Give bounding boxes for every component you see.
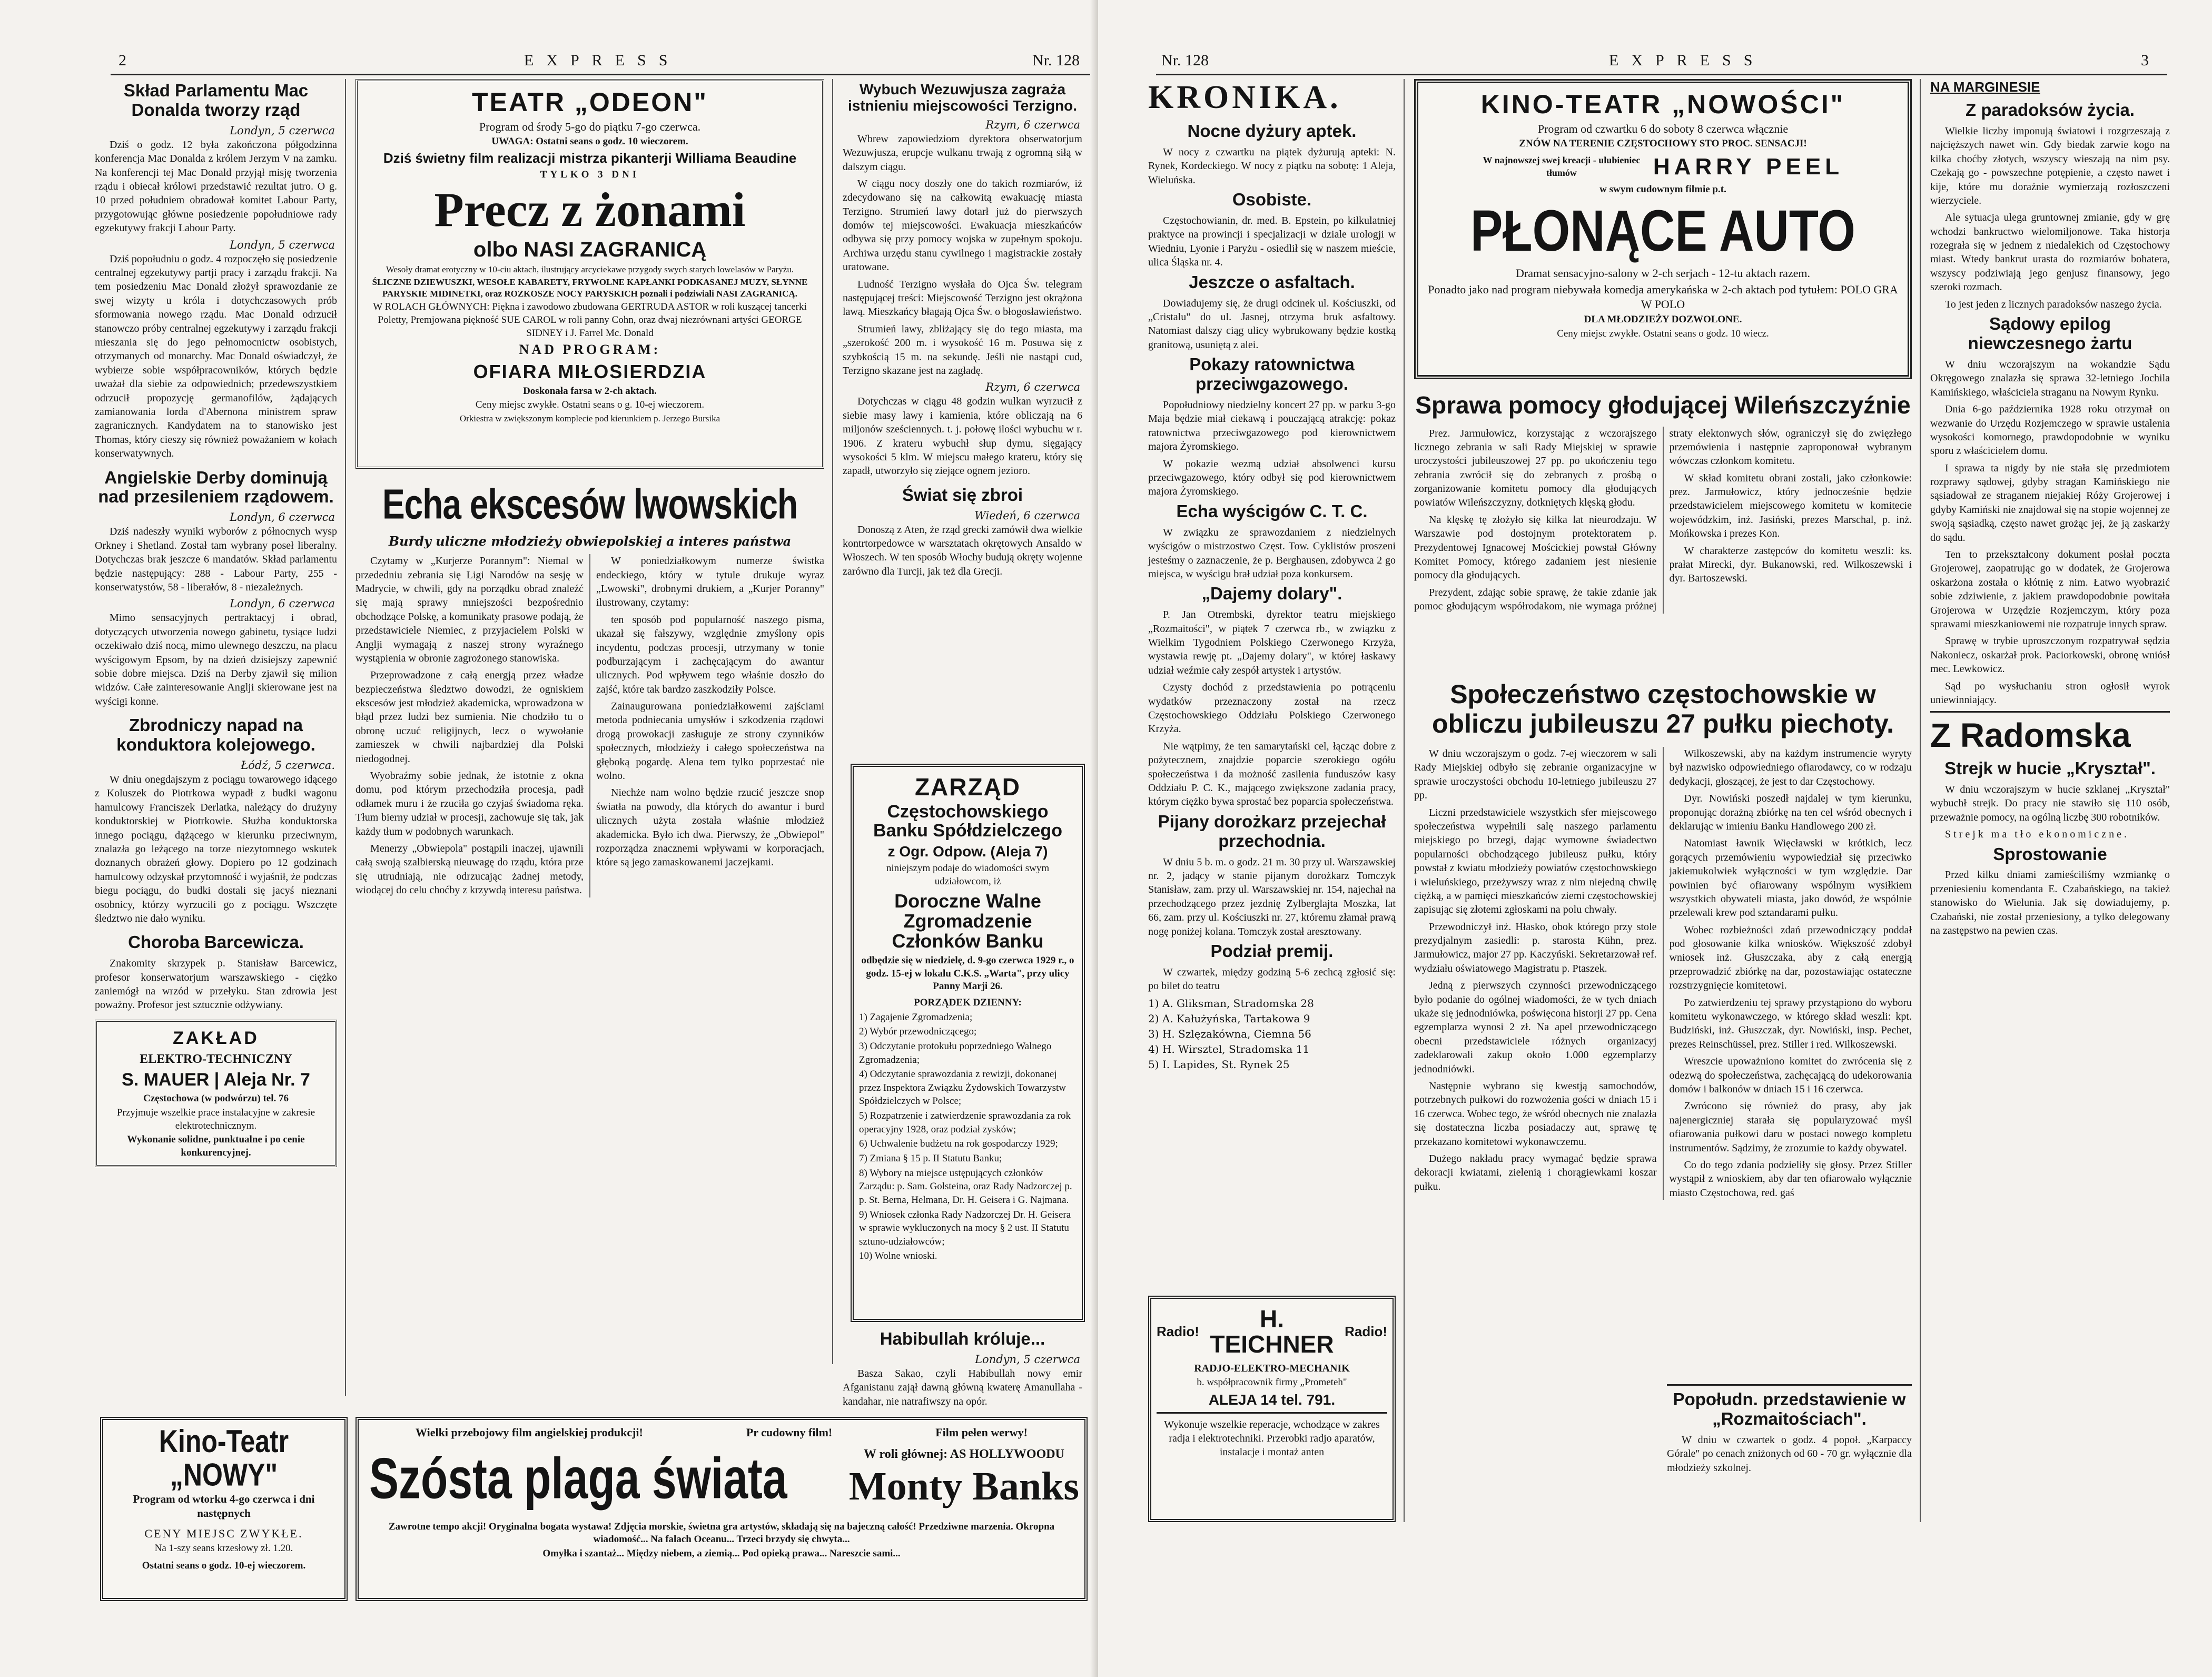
headline: „Dajemy dolary". [1201,584,1342,604]
paragraph: Menerzy „Obwiepola" postąpili inaczej, ujawnili całą swoją szalbierską nieuwagę do rządu, która prze się utrudniają, nie odrzucając żadnej metody, wiodącej do celu choćby z krzywdą interesu państwa. [355,843,584,896]
headline: Habibullah króluje... [880,1329,1045,1348]
paragraph: W ciągu nocy doszły one do takich rozmiarów, iż zdecydowano się na całkowitą ewakuację miasta Terzigno. Strumień lawy dotarł już do pierwszych domów tej miejscowości. Ewakuacja mieszkańców odbywa się przy pomocy wojska w zupełnym spokoju. Archiwa urzędu stanu cywilnego i magistrackie zostały uratowane. [843,177,1082,273]
ad-line: Doskonała farsa w 2-ch aktach. [523,385,657,397]
paragraph: W dniu onegdajszym z pociągu towarowego idącego z Koluszek do Piotrkowa wypadł z budki wagonu hamulcowy Franciszek Derlatka, należący do drużyny konduktorskiej w Piotrkowie. Służba konduktorska innego pociągu, dążącego w kierunku przeciwnym, znalazła go leżącego na torze niezytomnego wskutek doznanych obrażeń głowy. Dopiero po 12 godzinach hamulcowy odzyskał przytomność i wyjaśnił, że podczas biegu pociągu, do budki dostali się jacyś nieznani osobnicy, którzy wyrzucili go z pociągu. Wszczęte śledztwo nie dało wyniku. [95,774,337,924]
paragraph: W dniu 5 b. m. o godz. 21 m. 30 przy ul. Warszawskiej nr. 2, jadący w stanie pijanym dorożkarz Tomczyk Stanisław, zam. przy ul. Warszawskiej nr. 154, najechał na przechodzącego przez jezdnię Zylberglajta Moszka, lat 66, zam. przy ul. Kościuszki nr. 27, któremu złamał prawą nogę poniżej kolana. Tomczyk został aresztowany. [1148,856,1396,938]
ad-title: H. TEICHNER [1210,1305,1334,1358]
paragraph: Ale sytuacja ulega gruntownej zmianie, gdy w grę wchodzi bankructwo wielomiljonowe. Taka historja rozegrała się w jednem z niedalekich od Częstochowy miast. Wtedy bankrut urasta do rozmiarów bohatera, wszyscy podziwiają jego genjusz finansowy, jego szeroki rozmach. [1930,212,2170,293]
ad-line: Zawrotne tempo akcji! Oryginalna bogata wystawa! Zdjęcia morskie, świetna gra artystów, składają się na bajeczną całość! Przedziwne marzenia. Okropna wiadomość... Na falach Oceanu... Trzeci brzydy się chwyta... [388,1521,1055,1545]
ad-line: W roli głównej: AS HOLLYWOODU [863,1447,1064,1462]
article-napad [95,716,337,925]
section-title: KRONIKA. [1148,80,1341,115]
agenda-item: 1) Zagajenie Zgromadzenia; [859,1011,973,1023]
ad-line: OFIARA MIŁOSIERDZIA [473,361,707,382]
agenda-list [859,1011,1077,1264]
agenda-item: 5) Rozpatrzenie i zatwierdzenie sprawozdania za rok operacyjny 1928, oraz podział zysków; [859,1110,1071,1135]
dateline: Wiedeń, 6 czerwca [974,509,1080,522]
paragraph: Na klęskę tę złożyło się kilka lat nieurodzaju. W Warszawie pod dostojnym protektoratem p. Prezydentowej Ignacowej Mościckiej powstał Główny Komitet Pomocy, którego zadaniem jest niesienie pomocy dla głodujących. [1414,514,1657,581]
ad-line: S. MAUER | Aleja Nr. 7 [122,1069,310,1090]
ad-line: Film pełen werwy! [935,1426,1028,1439]
headline: Jeszcze o asfaltach. [1189,272,1355,292]
paragraph: W skład komitetu obrani zostali, jako członkowie: prez. Jarmułowicz, który jednocześnie będzie przedstawicielem miejscowego komitetu w komitecie wojewódzkim, inż. Jasiński, prezes Marschal, p. inż. Mońkowska i prezes Kon. [1669,472,1912,540]
headline: Wybuch Wezuwjusza zagraża istnieniu miejscowości Terzigno. [847,81,1078,114]
ad-kino-nowy [100,1417,348,1601]
agenda-item: 4) Odczytanie sprawozdania z rewizji, dokonanej przez Inspektora Związku Żydowskich Towarzystw Spółdzielczych w Polsce; [859,1069,1066,1107]
article-rozmaitosci [1667,1380,1912,1527]
column-rule [1404,79,1405,1522]
ad-line: b. współpracownik firmy „Prometeh" [1197,1376,1347,1388]
paragraph: W dniu wczorajszym o godz. 7-ej wieczorem w sali Rady Miejskiej odbyło się zebranie organizacyjne w sprawie uroczystości obchodu 10-letniego jubileuszu 27 pp. [1414,748,1657,802]
paragraph: Basza Sakao, czyli Habibullah nowy emir Afganistanu zajął dawną główną kwaterę Amanullaha - kandahar, nie natrafiwszy na opór. [843,1367,1082,1407]
ad-star-name: HARRY PEEL [1653,153,1844,180]
ad-line: Przyjmuje wszelkie prace instalacyjne w zakresie elektrotechnicznym. [116,1107,315,1131]
paragraph: Następnie wybrano się kwestją samochodów, potrzebnych pułkowi do rozwożenia gości w dniach 15 i 16 czerwca. Wobec tego, że wśród obecnych nie znalazła się dostateczna liczba posiadaczy aut, sprawę tę przekazano komitetowi wykonawczemu. [1414,1080,1657,1148]
subheadline: Burdy uliczne młodzieży obwiepolskiej a interes państwa [388,534,792,549]
ad-line: PORZĄDEK DZIENNY: [914,997,1022,1008]
ad-big-title: PŁONĄCE AUTO [1470,199,1855,263]
section-title: Z Radomska [1930,716,2131,755]
left-page [0,0,1098,1677]
ad-line: ELEKTRO-TECHNICZNY [140,1052,292,1066]
ad-star-row [1424,152,1902,182]
article-habibullah [843,1327,1082,1407]
headline: Podział premij. [1210,941,1334,961]
dateline: Rzym, 6 czerwca [985,118,1080,131]
ad-big-title: Szósta plaga świata [369,1446,787,1511]
article-lwow [355,474,824,1364]
divider [1667,1384,1912,1386]
ad-line: niniejszym podaje do wiadomości swym udziałowcom, iż [886,863,1050,887]
paragraph: Przeprowadzone z całą energją przez władze bezpieczeństwa śledztwo dowodzi, że ogniskiem ekscesów jest młodzież akademicka, wprowadzona w błąd przez ludzi bez sumienia. Nie chodziło tu o obronę uczuć religijnych, lecz o wywołanie zamieszek w chwili najbardziej dla Polski niedogodnej. [355,669,584,765]
agenda-item: 3) Odczytanie protokułu poprzedniego Walnego Zgromadzenia; [859,1040,1052,1066]
headline: Osobiste. [1232,190,1312,210]
dateline: Londyn, 6 czerwca [230,511,335,524]
agenda-item: 7) Zmiana § 15 p. II Statutu Banku; [859,1152,1002,1164]
headline: Sprostowanie [1993,844,2107,864]
paragraph: Jedną z pierwszych czynności przewodniczącego było podanie do ogólnej wiadomości, że w tych dniach ukaże się jednodniówka, poświęcona historji 27 pp. Cena egzemplarza wynosi 2 zł. Na apel przewodniczącego obecni przedstawiciele różnych organizacyj zadeklarowali zakup około 1.000 egzemplarzy jednodniówki. [1414,980,1657,1075]
ad-teatr-odeon [355,79,824,469]
dateline: Londyn, 5 czerwca [230,238,335,251]
headline: Świat się zbroi [902,485,1023,505]
ad-line: UWAGA: Ostatni seans o godz. 10 wieczorem. [491,136,688,147]
paragraph: W dniu w czwartek o godz. 4 popoł. „Karpaccy Górale" po cenach zniżonych od 60 - 70 gr. wyłącznie dla młodzieży szkolnej. [1667,1434,1912,1474]
left-column-1 [95,79,337,1401]
ad-line: NAD PROGRAM: [519,342,661,358]
ad-line: Wielki przebojowy film angielskiej produkcji! [416,1426,643,1439]
issue-number: Nr. 128 [1161,52,1209,69]
paragraph: Donoszą z Aten, że rząd grecki zamówił dwa wielkie kontrtorpedowce w warsztatach okrętowych Ansaldo w Włoszech. W ten sposób Włochy budują okręty wojenne zarówno dla Turcji, jak też dla Grecji. [843,524,1082,577]
article-body [1414,747,1912,1200]
paragraph: I sprawa ta nigdy by nie stała się przedmiotem rozprawy sądowej, gdyby stragan Kamińskiego nie sąsiadował ze straganem niejakiej Róży Grojerowej i gdyby Kamiński nie znajdował się na stopie wojennej ze swoją sąsiadką, często nawet grożąc jej, że ją zaskarży do sądu. [1930,462,2170,544]
ad-line: ZAKŁAD [173,1028,259,1048]
ad-line: z Ogr. Odpow. (Aleja 7) [887,843,1048,860]
paragraph: W poniedziałkowym numerze świstka endeckiego, który w tytule drukuje wyraz „Lwowski", drobnymi drukiem, a „Kurjer Poranny" ilustrowany, czytamy: [596,555,824,609]
ad-subtitle: olbo NASI ZAGRANICĄ [473,238,707,261]
paragraph: Wilkoszewski, aby na każdym instrumencie wyryty był nazwisko odpowiedniego ofiarodawcy, co w rodzaju dedykacji, głoszącej, że jest to dar Częstochowy. [1669,748,1912,787]
ad-line: Wesoły dramat erotyczny w 10-ciu aktach, ilustrujący arcyciekawe przygody swych starych lowelasów w Paryżu. [386,264,794,274]
ad-line: Częstochowa (w podwórzu) tel. 76 [143,1093,289,1104]
prize-item: 5) I. Lapides, St. Rynek 25 [1148,1058,1290,1071]
column-rule [345,79,346,1396]
paragraph: W czwartek, między godziną 5-6 zechcą zgłosić się: po bilet do teatru [1148,966,1396,992]
paragraph: ten sposób pod popularność naszego pisma, ukazał się fałszywy, względnie zmyślony opis incydentu, podczas procesji, utrzymany w tonie podburzającym i zachęcającym do awantur ulicznych. Pod wpływem tego właśnie doszło do zajść, które tak bardzo zaszkodziły Polsce. [596,614,824,695]
headline: Sprawa pomocy głodującej Wileńszczyźnie [1415,391,1911,419]
right-page-header [1161,52,2162,73]
ad-kino-nowosci [1414,79,1912,379]
headline: Pijany dorożkarz przejechał przechodnia. [1158,811,1386,851]
paragraph: Sąd po wysłuchaniu stron ogłosił wyrok uniewinniający. [1930,680,2170,706]
prize-item: 3) H. Szlęzakówna, Ciemna 56 [1148,1027,1311,1040]
dateline: Rzym, 6 czerwca [985,381,1080,394]
ad-line: ALEJA 14 tel. 791. [1208,1392,1336,1408]
paragraph: Co do tego zdania podzieliły się głosy. Przez Stiller wystąpił z wnioskiem, aby dar ten ofiarowało wyłącznie miasto Częstochowa, red. gaś [1669,1159,1912,1199]
ad-line: W ROLACH GŁÓWNYCH: Piękna i zawodowo zbudowana GERTRUDA ASTOR w roli kuszącej tancerki Poletty, Premjowana piękność SUE CAROL w roli panny Cohn, oraz dwaj niezrównani artyści GEORGE SIDNEY i J. Farrel Mc. Donald [373,301,807,339]
headline: Angielskie Derby dominują nad przesileniem rządowem. [98,467,334,507]
section-title: NA MARGINESIE [1930,79,2040,95]
article-swiat-sie-zbroi [843,486,1082,579]
left-page-header [118,52,1093,73]
ad-line: Ostatni seans o godz. 10-ej wieczorem. [142,1560,306,1571]
page-number: 2 [118,52,126,69]
prize-item: 4) H. Wirsztel, Stradomska 11 [1148,1042,1310,1055]
right-column-kronika [1148,79,1396,1285]
paragraph: Mimo sensacyjnych pertraktacyj i obrad, dotyczących utworzenia nowego gabinetu, tysiące ludzi oczekiwało dziś nocą, mimo ulewnego deszczu, na placu wyścigowym Epsom, by na dzień dzisiejszy zapewnić sobie dobre miejsca. Dziś na Derby zjawił się milion widzów. Całe zainteresowanie Anglji skierowane jest na wyścigi konne. [95,612,337,707]
left-column-4 [843,79,1082,758]
headline: Z paradoksów życia. [1966,100,2135,120]
paragraph: Sprawę w trybie uproszczonym rozpatrywał sędzia Nakoniecz, oskarżał prok. Paciorkowski, obronę wniósł mec. Lewkowicz. [1930,635,2170,675]
article-wezuwjusz [843,81,1082,478]
ad-line: Program od wtorku 4-go czerwca i dni następnych [133,1493,315,1520]
ad-line: Program od środy 5-go do piątku 7-go czerwca. [479,120,701,133]
ad-top-row [364,1424,1079,1442]
ad-line: TYLKO 3 DNI [540,169,640,180]
paragraph: Czytamy w „Kurjerze Porannym": Niemal w przededniu zebrania się Ligi Narodów na sesję w Madrycie, w chwili, gdy na porządku obrad znaleźć się mają sprawy mniejszości bezpośrednio obchodzące Polskę, a komunikaty prasowe podają, że przedstawiciele Niemiec, z przyjacielem Polski w Anglji wymagają z naszej strony wyraźnego wystąpienia w obronie zagrożonego stanowiska. [355,555,584,664]
paragraph: Dziś popołudniu o godz. 4 rozpoczęło się posiedzenie centralnej egzekutywy partji pracy i zarządu frakcji. Na tem posiedzeniu Mac Donald złożył sprawozdanie ze swej wizyty u króla i dotychczasowych prób sformowania nowego rządu. Mac Donald odrzucił stanowczo próby centralnej egzekutywy i zarządu frakcji mieszania się do jego pełnomocnictw osobistych, otrzymanych od monarchy. Mac Donald oświadczył, że wybierze sobie współpracowników, których będzie uważał dla siebie za odpowiednich; przedewszystkiem odrzucił propozycję germanofilów, żądających zamianowania lorda d'Abernona ministrem spraw zagranicznych. Kandydatem na to stanowisko jest Thomas, który cieszy się również poważaniem w kołach konserwatywnych. [95,253,337,460]
paragraph: Wyobraźmy sobie jednak, że istotnie z okna domu, pod którym przechodziła procesja, padł odłamek muru i że rzuciła go czyjaś świadoma ręka. Tłum bierny udział w procesji, zachowuje się tak, jak każdy tłum w podobnych warunkach. [355,770,584,837]
headline: Choroba Barcewicza. [128,932,304,952]
paragraph: W pokazie wezmą udział absolwenci kursu przeciwgazowego, który odbył się pod kierownictwem majora Żyromskiego. [1148,458,1396,498]
ad-line: Ceny miejsc zwykłe. Ostatni seans o godz. 10 wiecz. [1557,328,1769,339]
masthead: EXPRESS [524,52,680,69]
paragraph: Ludność Terzigno wysłała do Ojca Św. telegram następującej treści: Miejscowość Terzigno jest okrążona lawą. Mieszkańcy błagają Ojca Św. o błogosławieństwo. [843,278,1082,318]
ad-line: Ceny miejsc zwykłe. Ostatni seans o g. 10-ej wieczorem. [475,399,705,411]
ad-bank-spoldzielczy [851,764,1085,1322]
ad-line: DLA MŁODZIEŻY DOZWOLONE. [1584,314,1742,325]
ad-line: Program od czwartku 6 do soboty 8 czerwca włącznie [1537,122,1789,135]
article-jubileusz [1414,674,1912,1375]
headline: Społeczeństwo częstochowskie w obliczu jubileuszu 27 pułku piechoty. [1432,679,1894,738]
paragraph: Niechże nam wolno będzie rzucić jeszcze snop światła na powody, dla których do awantur i burd ulicznych użyta została właśnie młodzież akademicka. Było ich dwa. Pierwszy, że „Obwiepol" rozporządza znacznemi wpływami w korporacjach, które są jego zamaskowanemi jaczejkami. [596,787,824,869]
ad-line: ŚLICZNE DZIEWUSZKI, WESOŁE KABARETY, FRYWOLNE KAPŁANKI PODKASANEJ MUZY, SŁYNNE PARYSKIE MIDINETKI, oraz ROZKOSZE NOCY PARYSKICH poznali i podziwiali NASI ZAGRANICĄ. [372,277,808,299]
ad-line: Ponadto jako nad program niebywała komedja amerykańska w 2-ch aktach pod tytułem: POLO GRA W POLO [1428,282,1898,311]
paragraph: Zainaugurowana poniedziałkowemi zajściami metoda podniecania umysłów i szkodzenia rządowi drogą prowokacji zasługuje ze strony czynników społecznych, młodzieży i całego społeczeństwa na głęboką pogardę. Alena tem tylko poprzestać nie wolno. [596,701,824,782]
agenda-item: 8) Wybory na miejsce ustępujących członków Zarządu: p. Sam. Golsteina, oraz Rady Nadzorczej p. p. St. Berna, Helmana, Dr. H. Geisera i G. Najmana. [859,1167,1072,1206]
paragraph: Prez. Jarmułowicz, korzystając z wczorajszego licznego zebrania w sali Rady Miejskiej w sprawie uroczystości jubileuszowej 27 pp. po ukończeniu tego zebrania zwrócił się do zebranych z prośbą o zorganizowanie komitetu pomocy dla głodujących powiatów Wileńszczyzny, dotkniętych klęską głodu. [1414,427,1657,509]
ad-star-block [849,1445,1079,1511]
ad-line: CENY MIEJSC ZWYKŁE. [144,1526,303,1540]
dateline: Londyn, 5 czerwca [975,1353,1080,1366]
paragraph: Strumień lawy, zbliżający się do tego miasta, ma „szerokość 200 m. i wysokość 16 m. Posuwa się z szybkością 15 m. na sekundę. Jeśli nie nastąpi cud, Terzigno skazane jest na zagładę. [843,323,1082,377]
paragraph: W charakterze zastępców do komitetu weszli: ks. prałat Mirecki, dyr. Bukanowski, red. Wilkoszewski i dyr. Bartoszewski. [1669,545,1912,585]
page-number: 3 [2141,52,2149,69]
headline: Popołudn. przedstawienie w „Rozmaitościach". [1673,1389,1906,1428]
divider [1157,1412,1387,1414]
ad-szosta-plaga [355,1417,1088,1601]
right-page [1098,0,2212,1677]
paragraph: Dziś o godz. 12 była zakończona półgodzinna konferencja Mac Donalda z królem Jerzym V na zamku. Na konferencji tej Mac Donald przyjął misję tworzenia rządu i obiecał królowi przedstawić rezultat jutro. O g. 10 przed południem obradował komitet Labour Party, przygotowując główne posiedzenie popołudniowe rady egzekutywy frakcji Labour Party. [95,139,337,234]
agenda-item: 2) Wybór przewodniczącego; [859,1026,977,1038]
article-pomoc [1414,384,1912,669]
paragraph: Strejk ma tło ekonomiczne. [1945,828,2129,841]
headline: Sądowy epilog niewczesnego żartu [1968,314,2132,353]
ad-line: Orkiestra w zwiększonym komplecie pod kierunkiem p. Jerzego Bursika [459,413,720,424]
paragraph: W dniu wczorajszym w hucie szklanej „Kryształ" wybuchł strejk. Do pracy nie stawiło się 110 osób, przeważnie pomocy, na ogólną liczbę 300 robotników. [1930,783,2170,823]
ad-line: Wykonanie solidne, punktualne i po cenie konkurencyjnej. [127,1134,305,1159]
paragraph: Natomiast ławnik Więcławski w krótkich, lecz gorących przemówieniu wypowiedział się przeciwko jakiemukolwiek wyłączności w tym względzie. Dar powinien być ofiarowany wspólnym wysiłkiem wszystkich obywateli miasta, jako dowód, że wspólnie przelewali krew pod sztandarami pułku. [1669,837,1912,919]
headline: Strejk w hucie „Kryształ". [1944,758,2156,778]
paragraph: Nie wątpimy, że ten samarytański cel, łącząc dobre z pożytecznem, znajdzie poparcie szerokiego ogółu społeczeństwa i da możność zasilenia funduszów kasy Oddziału P. C. K., mającego zwiększone zadania pracy, którym ciężko bywa sprostać bez poparcia społeczeństwa. [1148,740,1396,808]
ad-line: RADJO-ELEKTRO-MECHANIK [1194,1362,1350,1374]
agenda-item: 9) Wniosek członka Rady Nadzorczej Dr. H. Geisera w sprawie wykluczonych na mocy § 2 ust. II Statutu sztuno-udziałowców; [859,1209,1071,1247]
ad-main-row [364,1442,1079,1515]
paragraph: Dużego nakładu pracy wymagać będzie sprawa dekoracji kwiatami, zielenią i chorągiewkami koszar pułku. [1414,1152,1657,1192]
column-rule [832,79,833,1364]
article-body [355,554,824,897]
headline: Zbrodniczy napad na konduktora kolejowego. [116,715,315,755]
paragraph: Dnia 6-go października 1928 roku otrzymał on wezwanie do Urzędu Rozjemczego w sprawie ustalenia wysokości komornego, prawdopodobnie w wyniku sporu z właścicielem domu. [1930,403,2170,457]
paragraph: Dotychczas w ciągu 48 godzin wulkan wyrzucił z siebie masy lawy i kamienia, które obliczają na 6 miljonów sześciennych. t. j. połowę ilości wybuchu w r. 1906. Z krateru wybuchł słup dymu, sięgający wysokości 5 klm. W miejscu małego krateru, który się zapadł, utworzyło się ziejące ognem jezioro. [843,396,1082,477]
ad-line: Częstochowskiego Banku Spółdzielczego [873,802,1062,841]
paragraph: W dniu wczorajszym na wokandzie Sądu Okręgowego znalazła się sprawa 32-letniego Jochila Kamińskiego, właściciela straganu na Nowym Rynku. [1930,358,2170,398]
ad-line: Radio! [1345,1323,1387,1339]
ad-mauer [95,1020,337,1167]
agenda-item: 10) Wolne wnioski. [859,1250,937,1262]
right-column-marginesie [1930,79,2170,1522]
ad-line: Wykonuje wszelkie reperacje, wchodzące w zakres radja i elektrotechniki. Przerobki radjo aparatów, instalacje i montaż anten [1164,1418,1380,1458]
article-barcewicz [95,933,337,1012]
paragraph: Po zatwierdzeniu tej sprawy przystąpiono do wyboru komitetu wykonawczego, w którego skład weszli: kpt. Budziński, inż. Głuszczak, dyr. Nowiński, insp. Pechet, prezes Reinschüssel, prez. Stiller i red. Wilkoszewski. [1669,997,1912,1050]
paragraph: W nocy z czwartku na piątek dyżurują apteki: N. Rynek, Kordeckiego. W nocy z piątku na sobotę: 1 Aleja, Wieluńska. [1148,146,1396,186]
paragraph: Wielkie liczby imponują światowi i rozgrzeszają z najcięższych nawet win. Gdy biedak zarwie kogo na kilka choćby złotych, wszyscy wieszają na nim psy. Czekają go - powszechne potępienie, a często nawet i kije, które mu doraźnie wymierzają rozłoszczeni wierzyciele. [1930,125,2170,206]
paragraph: Czysty dochód z przedstawienia po potrąceniu wydatków przeznaczony został na rzecz Częstochowskiego Oddziału Polskiego Czerwonego Krzyża. [1148,682,1396,735]
paragraph: P. Jan Otrembski, dyrektor teatru miejskiego „Rozmaitości", w piątek 7 czerwca rb., w związku z Wielkim Tygodniem Polskiego Czerwonego Krzyża, wystawia rewję pt. „Dajemy dolary", w której łaskawy udział weźmie cały zespół artystek i artystów. [1148,609,1396,676]
paragraph: Wobec rozbieżności zdań przewodniczący poddał pod głosowanie kilka wniosków. Większość zdobył wniosek inż. Głuszczaka, aby z całą energją przeprowadzić zbiórkę na dar, pozostawiając ostateczne rozstrzygnięcie komitetowi. [1669,924,1912,992]
prize-item: 1) A. Gliksman, Stradomska 28 [1148,997,1314,1010]
article-parlament [95,81,337,461]
ad-title: KINO-TEATR „NOWOŚCI" [1480,90,1845,119]
ad-title: TEATR „ODEON" [472,87,708,117]
paragraph: Przewodniczył inż. Hłasko, obok którego przy stole prezydjalnym zasiedli: p. starosta Kühn, prez. Jarmułowicz, major 27 pp. Kaczyński. Sekretarzował ref. wydziału oświatowego Magistratu p. Ptaszek. [1414,921,1657,974]
ad-line: Na 1-szy seans krzesłowy zł. 1.20. [154,1543,293,1554]
paragraph: W związku ze sprawozdaniem z niedzielnych wyścigów o mistrzostwo Częst. Tow. Cyklistów proszeni jesteśmy o zaznaczenie, że p. Berghausen, zdobywca 2 go miejsca, w wyścigu brał udział poza konkursem. [1148,526,1396,580]
ad-star-name: Monty Banks [848,1464,1079,1509]
paragraph: To jest jeden z licznych paradoksów naszego życia. [1945,298,2162,310]
ad-teichner [1148,1296,1396,1522]
ad-line: Radio! [1157,1323,1199,1339]
article-body [1414,427,1912,614]
headline: Echa wyścigów C. T. C. [1176,501,1368,521]
ad-line: w swym cudownym filmie p.t. [1599,183,1726,195]
paragraph: Liczni przedstawiciele wszystkich sfer miejscowego społeczeństwa wypełnili salę naszego parlamentu miejskiego po brzegi, dając wymowne świadectwo popularności obchodzącego jubileusz pułku, który powstał z kwiatu młodzieży powiatów częstochowskiego i wieluńskiego, przeżywszy wraz z nim niejedną chwilę ciężką, a w pamięci mieszkańców ziemi częstochowskiej zapisując się złotemi zgłoskami na polu chwały. [1414,806,1657,916]
agenda-item: 6) Uchwalenie budżetu na rok gospodarczy 1929; [859,1138,1058,1150]
paragraph: Ten to przekształcony dokument posłał poczta Grojerowej, zaopatrując go w dodatek, że Grojerowa oskarżona została o kłótnię z nim. Łatwo wyobrazić sobie zdziwienie, z jakiem prawdopodobnie powitała Grojerowa w Urzędzie Rozjemczym, który poza sprawami mieszkaniowemi nie rozpatruje innych spraw. [1930,549,2170,630]
paragraph: Dziś nadeszły wyniki wyborów z północnych wysp Orkney i Shetland. Został tam wybrany poseł liberalny. Dotychczas brak jeszcze 6 mandatów. Skład parlamentu będzie następujący: 288 - Labour Party, 255 - konserwatystów, 58 - liberałów, 8 - niezależnych. [95,526,337,593]
ad-title: Kino-Teatr „NOWY" [159,1424,289,1493]
dateline: Londyn, 5 czerwca [230,124,335,137]
ad-line: Dziś świetny film realizacji mistrza pikanterji Williama Beaudine [383,150,797,166]
header-rule [1156,74,2167,75]
header-rule [111,74,1090,75]
divider [1930,711,2170,713]
ad-line: Doroczne Walne Zgromadzenie Członków Banku [892,890,1044,952]
headline: Pokazy ratownictwa przeciwgazowego. [1189,354,1355,394]
paragraph: Prezydent, zdając sobie sprawę, że takie zdanie jak pomoc głodującym współrodakom, nie wymaga próżnej straty elektonwych słów, ograniczył się do zwięzłego przemówienia i następnie zaproponował wybranym wówczas członkom komitetu. [1414,427,1912,613]
ad-line: Omyłka i szantaż... Między niebem, a ziemią... Pod opieką prawa... Nareszcie sami... [542,1548,901,1560]
ad-top-row [1157,1303,1387,1360]
column-rule [1920,79,1921,1522]
paragraph: Wbrew zapowiedziom dyrektora obserwatorjum Wezuwjusza, erupcje wulkanu trwają z ogromną siłą w dalszym ciągu. [843,133,1082,173]
paragraph: Dyr. Nowiński poszedł najdalej w tym kierunku, proponując dorażną zbiórkę na ten cel wśród obecnych i deklarując w imieniu Banku Handlowego 200 zł. [1669,793,1912,832]
headline: Nocne dyżury aptek. [1187,121,1357,141]
headline: Echa ekscesów lwowskich [382,480,798,528]
paragraph: Częstochowianin, dr. med. B. Epstein, po kilkulatniej praktyce na prowincji i specjalizacji w dziale urologji w Wiedniu, Lyonie i Paryżu - osiedlił się w naszem mieście, ulica Śląska nr. 4. [1148,215,1396,269]
prize-list [1148,997,1396,1072]
ad-line: ZNÓW NA TERENIE CZĘSTOCHOWY STO PROC. SENSACJI! [1519,138,1807,150]
paragraph: Popołudniowy niedzielny koncert 27 pp. w parku 3-go Maja będzie miał ciekawą i pouczającą atrakcję: pokaz ratownictwa przeciwgazowego pod kierownictwem majora Żyromskiego. [1148,399,1396,453]
issue-number: Nr. 128 [1032,52,1080,69]
article-derby [95,468,337,709]
paragraph: Wreszcie upoważniono komitet do zwrócenia się z odezwą do społeczeństwa, zachęcającą do udekorowania domów i balkonów w dniach 15 i 16 czerwca. [1669,1055,1912,1095]
paragraph: Przed kilku dniami zamieściliśmy wzmiankę o przeniesieniu komendanta E. Czabańskiego, na takież stanowisko do Wielunia. Jak się dowiadujemy, p. Czabański, nie został przeniesiony, a tylko delegowany na zastępstwo na pewien czas. [1930,869,2170,937]
dateline: Londyn, 6 czerwca [230,597,335,610]
paragraph: Znakomity skrzypek p. Stanisław Barcewicz, profesor konserwatorjum warszawskiego - ciężko zaniemógł na wrzód w przełyku. Stan zdrowia jest poważny. Profesor jest sztucznie odżywiany. [95,958,337,1011]
prize-item: 2) A. Kałużyńska, Tartakowa 9 [1148,1012,1310,1025]
ad-line: W najnowszej swej kreacji - ulubieniec tłumów [1483,155,1641,178]
masthead: EXPRESS [1609,52,1765,69]
headline: Skład Parlamentu Mac Donalda tworzy rząd [123,81,309,120]
ad-big-title: Precz z żonami [434,183,746,237]
ad-title: ZARZĄD [914,773,1021,801]
ad-line: Pr cudowny film! [746,1426,833,1439]
dateline: Łódź, 5 czerwca. [241,759,335,772]
ad-line: Dramat sensacyjno-salony w 2-ch serjach - 12-tu aktach razem. [1516,267,1810,280]
paragraph: Dowiadujemy się, że drugi odcinek ul. Kościuszki, od „Cristalu" do ul. Jasnej, otrzyma bruk asfaltowy. Natomiast dalszy ciąg ulicy wybrukowany będzie kostką granitową, usuniętą z alei. [1148,297,1396,351]
paragraph: Zwrócono się również do prasy, aby jak najenergiczniej starała się popularyzować myśl ofiarowania pułkowi daru w postaci nowego kompletu instrumentów. Sądzimy, że zrozumie to każdy obywatel. [1669,1100,1912,1154]
ad-line: odbędzie się w niedzielę, d. 9-go czerwca 1929 r., o godz. 15-ej w lokalu C.K.S. „Warta", przy ulicy Panny Marji 26. [861,954,1074,992]
